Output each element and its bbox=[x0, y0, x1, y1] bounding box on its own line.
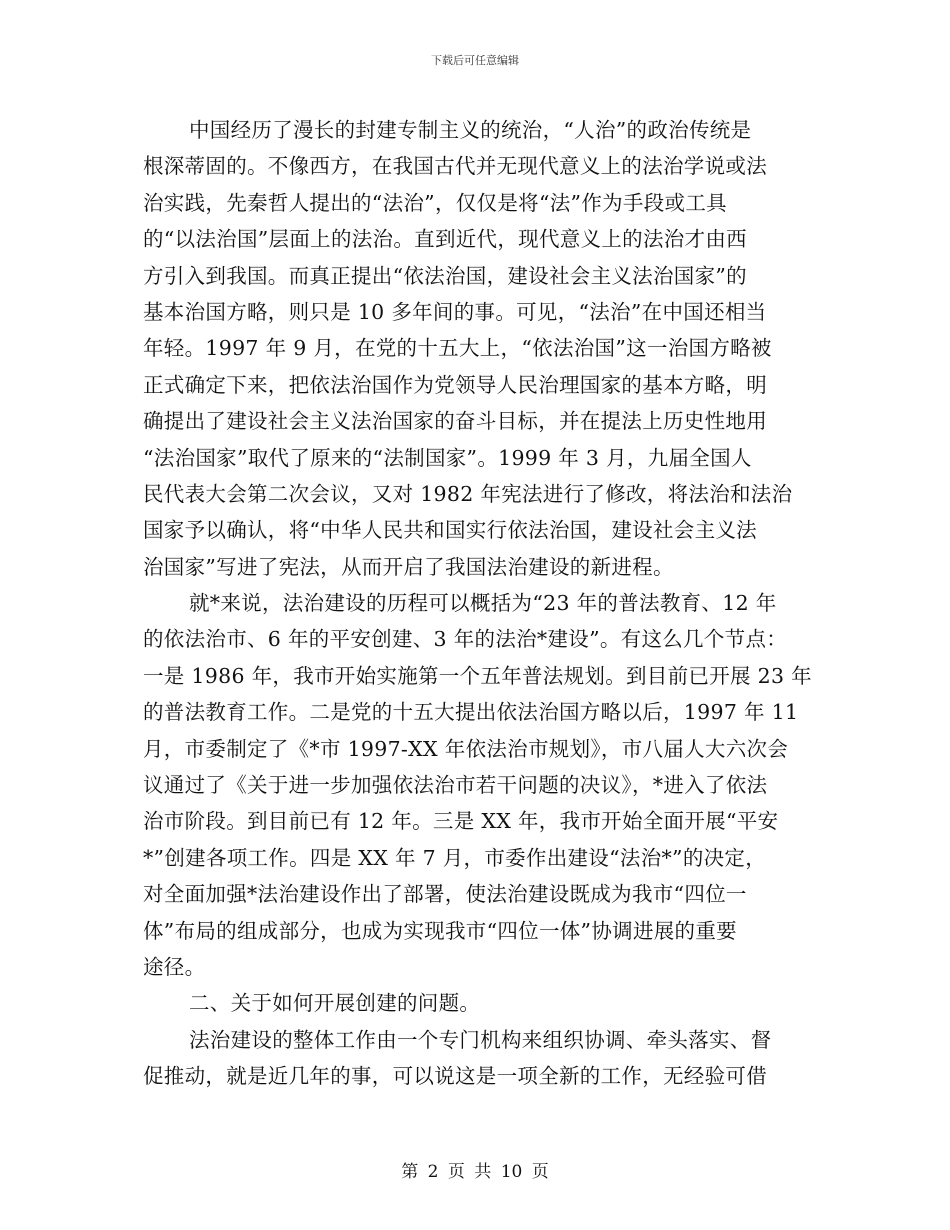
text-line: 就*来说，法治建设的历程可以概括为“23 年的普法教育、12 年 bbox=[189, 591, 777, 616]
text-line: 体”布局的组成部分，也成为实现我市“四位一体”协调进展的重要 bbox=[143, 918, 737, 943]
text-line: 治市阶段。到目前已有 12 年。三是 XX 年，我市开始全面开展“平安 bbox=[143, 809, 779, 834]
text-line: 一是 1986 年，我市开始实施第一个五年普法规划。到目前已开展 23 年 bbox=[143, 663, 812, 688]
text-line: 方引入到我国。而真正提出“依法治国，建设社会主义法治国家”的 bbox=[143, 263, 747, 288]
text-line: 正式确定下来，把依法治国作为党领导人民治理国家的基本方略，明 bbox=[143, 372, 767, 397]
page-footer: 第 2 页 共 10 页 bbox=[401, 1162, 549, 1182]
document-body bbox=[143, 112, 811, 1095]
text-line: 的依法治市、6 年的平安创建、3 年的法治*建设”。有这么几个节点： bbox=[143, 627, 788, 652]
text-line: 年轻。1997 年 9 月，在党的十五大上，“依法治国”这一治国方略被 bbox=[143, 336, 772, 361]
text-line: 中国经历了漫长的封建专制主义的统治，“人治”的政治传统是 bbox=[189, 118, 752, 142]
text-line: 的“以法治国”层面上的法治。直到近代，现代意义上的法治才由西 bbox=[143, 227, 747, 252]
text-line: 治国家”写进了宪法，从而开启了我国法治建设的新进程。 bbox=[143, 554, 674, 579]
text-line: “法治国家”取代了原来的“法制国家”。1999 年 3 月，九届全国人 bbox=[143, 445, 752, 470]
text-line: 民代表大会第二次会议，又对 1982 年宪法进行了修改，将法治和法治 bbox=[143, 481, 793, 506]
text-line: 基本治国方略，则只是 10 多年间的事。可见，“法治”在中国还相当 bbox=[143, 299, 767, 324]
text-line: 途径。 bbox=[143, 954, 206, 979]
text-line: 治实践，先秦哲人提出的“法治”，仅仅是将“法”作为手段或工具 bbox=[143, 190, 727, 215]
page-header: 下载后可任意编辑 bbox=[431, 54, 519, 67]
text-line: 法治建设的整体工作由一个专门机构来组织协调、牵头落实、督 bbox=[189, 1027, 772, 1052]
text-line: 月，市委制定了《*市 1997-XX 年依法治市规划》，市八届人大六次会 bbox=[143, 736, 789, 761]
text-line: 二、关于如何开展创建的问题。 bbox=[189, 991, 481, 1016]
text-line: 促推动，就是近几年的事，可以说这是一项全新的工作，无经验可借 bbox=[143, 1064, 767, 1089]
text-line: 根深蒂固的。不像西方，在我国古代并无现代意义上的法治学说或法 bbox=[143, 154, 767, 179]
text-line: 议通过了《关于进一步加强依法治市若干问题的决议》，*进入了依法 bbox=[143, 773, 768, 798]
text-line: 国家予以确认，将“中华人民共和国实行依法治国，建设社会主义法 bbox=[143, 518, 757, 543]
text-line: *”创建各项工作。四是 XX 年 7 月，市委作出建设“法治*”的决定， bbox=[143, 845, 767, 870]
text-line: 确提出了建设社会主义法治国家的奋斗目标，并在提法上历史性地用 bbox=[143, 409, 767, 434]
text-line: 的普法教育工作。二是党的十五大提出依法治国方略以后，1997 年 11 bbox=[143, 700, 799, 725]
text-line: 对全面加强*法治建设作出了部署，使法治建设既成为我市“四位一 bbox=[143, 882, 747, 907]
